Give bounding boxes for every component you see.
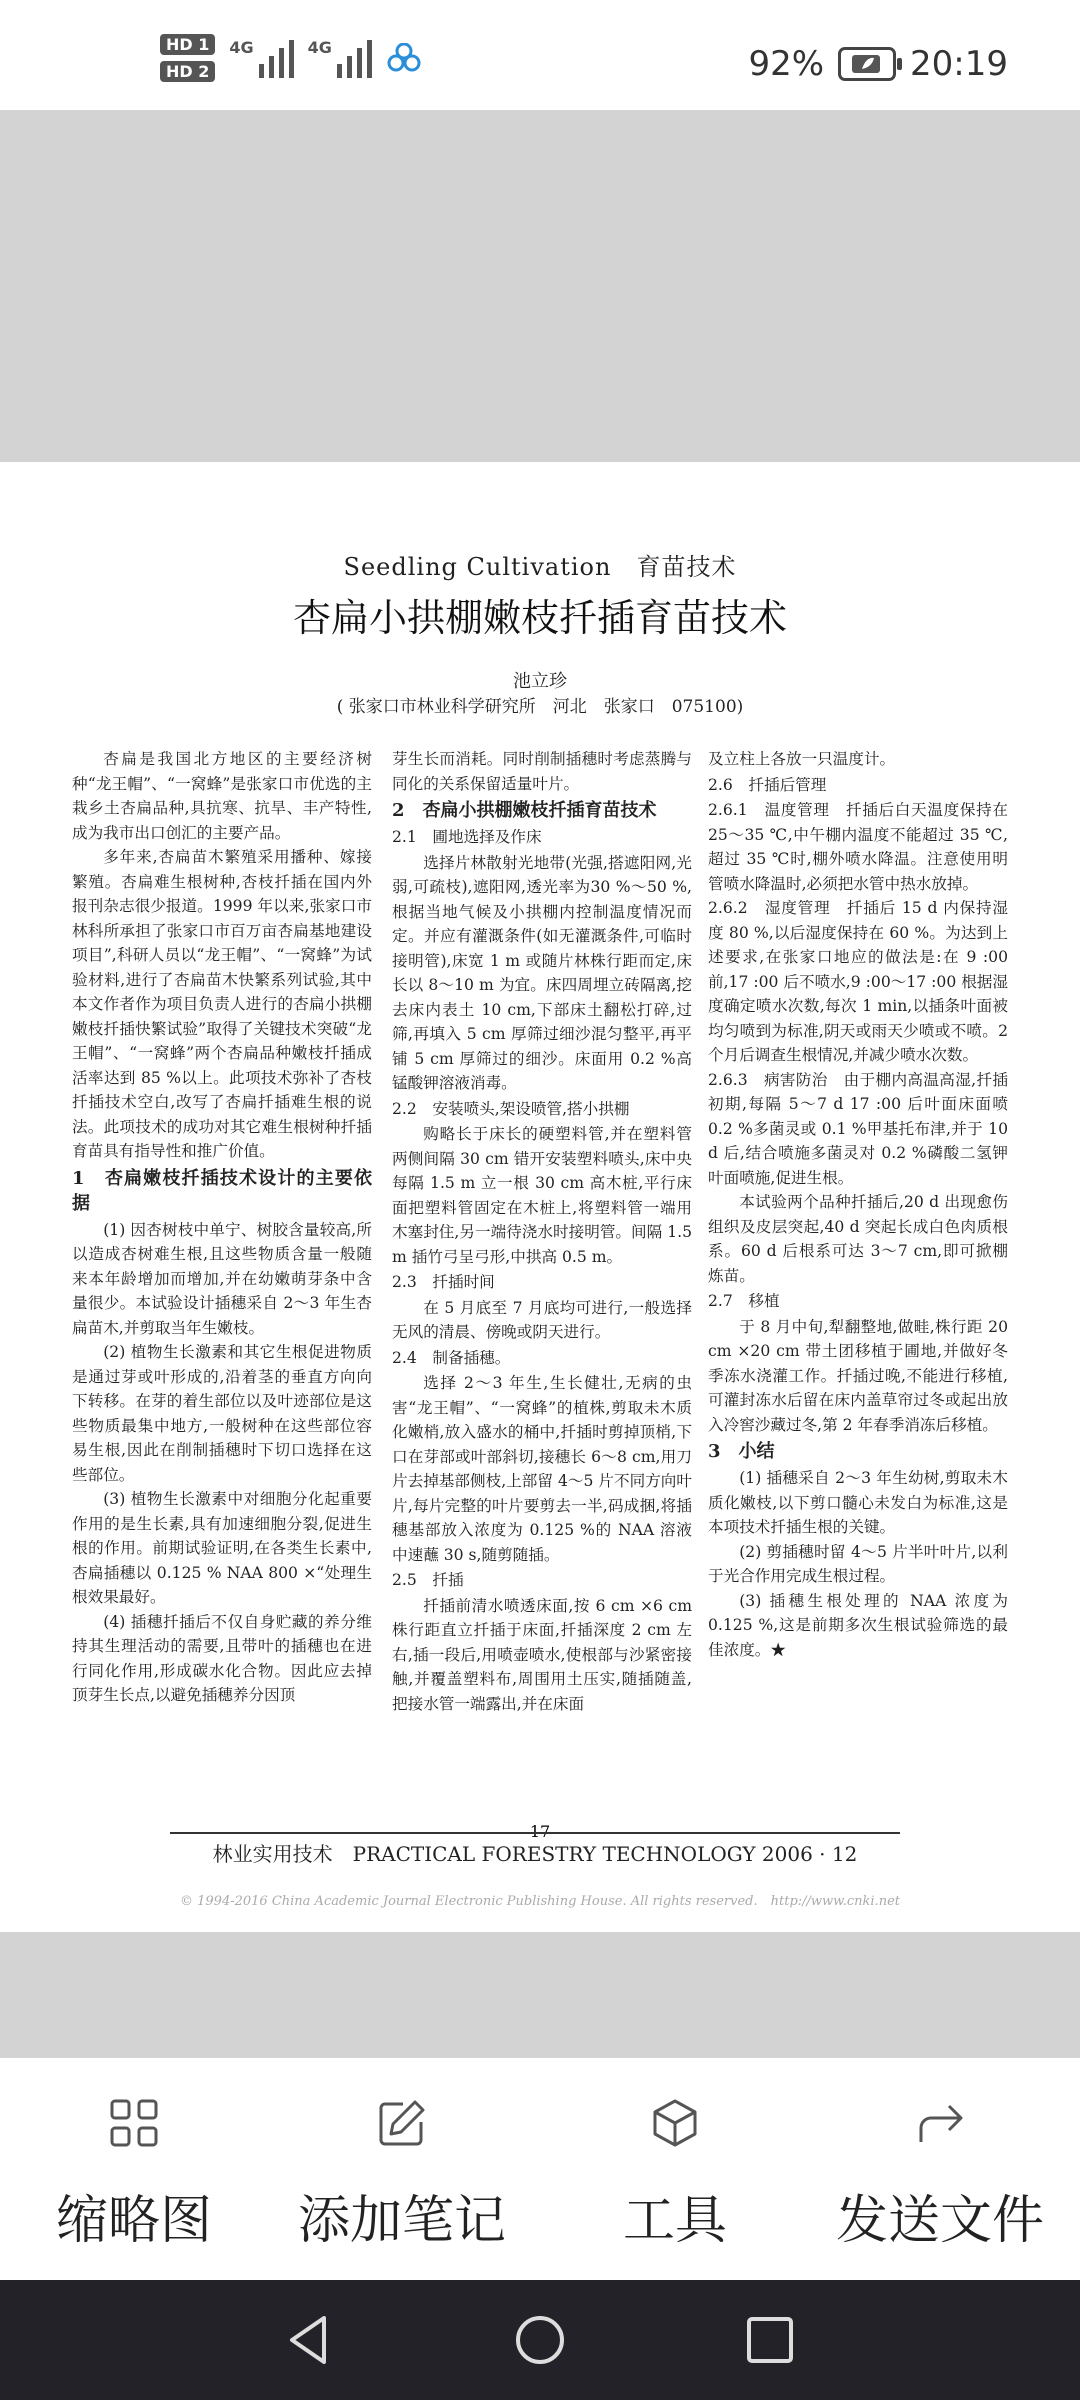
- add-note-button[interactable]: [272, 2098, 532, 2253]
- paragraph: (2) 剪插穗时留 4～5 片半叶叶片,以利于光合作用完成生根过程。: [708, 1542, 1008, 1585]
- send-file-button[interactable]: [810, 2098, 1070, 2253]
- paragraph: 本试验两个品种扦插后,20 d 出现愈伤组织及皮层突起,40 d 突起长成白色肉质根系。60 d 后根系可达 3～7 cm,即可掀棚炼苗。: [708, 1193, 1008, 1285]
- page-number: 17: [529, 1822, 551, 1841]
- text-column-2: [392, 747, 692, 1716]
- net2-label: 4G: [307, 38, 332, 57]
- document-page[interactable]: [0, 462, 1080, 1932]
- paragraph: (4) 插穗扦插后不仅自身贮藏的养分维持其生理活动的需要,且带叶的插穗也在进行同化作用,形成碳水化合物。因此应去掉顶芽生长点,以避免插穗养分因顶: [72, 1612, 372, 1704]
- thumbnail-label: 缩略图: [55, 2191, 212, 2251]
- thumbnail-button[interactable]: [4, 2098, 264, 2253]
- signal-2-icon: [308, 38, 372, 78]
- paragraph: 于 8 月中旬,犁翻整地,做畦,株行距 20 cm ×20 cm 带土团移植于圃地,并做好冬季冻水浇灌工作。扦插过晚,不能进行移植,可灌封冻水后留在床内盖草帘过冬或起出放入冷窖沙藏过冬,第 2 年春季消冻后移植。: [708, 1317, 1008, 1434]
- paragraph: 在 5 月底至 7 月底均可进行,一般选择无风的清晨、傍晚或阴天进行。: [392, 1298, 692, 1341]
- article-title: 杏扁小拱棚嫩枝扦插育苗技术: [292, 596, 787, 640]
- share-icon: [915, 2098, 965, 2148]
- subsection-heading: 2.6 扦插后管理: [708, 775, 827, 794]
- cube-icon: [650, 2098, 700, 2148]
- paragraph: (3) 植物生长激素中对细胞分化起重要作用的是生长素,具有加速细胞分裂,促进生根的作用。前期试验证明,在各类生长素中,杏扁插穗以 0.125 % NAA 800 ×“处理生根效果最好。: [72, 1490, 372, 1606]
- subsection-heading: 2.4 制备插穗。: [392, 1348, 511, 1367]
- paragraph: 杏扁是我国北方地区的主要经济树种“龙王帽”、“一窝蜂”是张家口市优选的主栽乡土杏扁品种,具抗寒、抗旱、丰产特性,成为我市出口创汇的主要产品。: [72, 750, 372, 842]
- section-header: Seedling Cultivation 育苗技术: [343, 553, 737, 581]
- paragraph: (2) 植物生长激素和其它生根促进物质是通过芽或叶形成的,沿着茎的垂直方向向下转移。在芽的着生部位以及叶迹部位是这些物质最集中地方,一般树种在这些部位容易生根,因此在削制插穗时下切口选择在这些部位。: [72, 1343, 372, 1484]
- back-icon[interactable]: [278, 2310, 338, 2370]
- subsection-heading: 2.5 扦插: [392, 1571, 464, 1589]
- paragraph: 芽生长而消耗。同时削制插穗时考虑蒸腾与同化的关系保留适量叶片。: [392, 750, 692, 793]
- subsection-heading: 2.3 扦插时间: [392, 1273, 495, 1291]
- system-nav-bar: [0, 2280, 1080, 2400]
- affiliation: ( 张家口市林业科学研究所 河北 张家口 075100): [336, 697, 744, 717]
- status-left: [160, 34, 422, 82]
- app-status-icon: [386, 43, 422, 73]
- edit-icon: [377, 2098, 427, 2148]
- paragraph: (1) 因杏树枝中单宁、树胶含量较高,所以造成杏树难生根,且这些物质含量一般随来本年龄增加而增加,并在幼嫩萌芽条中含量很少。本试验设计插穗采自 2～3 年生杏扁苗木,并剪取当年生嫩枝。: [72, 1220, 372, 1337]
- subsection-heading: 2.7 移植: [708, 1292, 780, 1310]
- paragraph: 选择片林散射光地带(光强,搭遮阳网,光弱,可疏枝),遮阳网,透光率为30 %～50 %,根据当地气候及小拱棚内控制温度情况而定。并应有灌溉条件(如无灌溉条件,可临时接明管),床宽 1 m 或随片林株行距而定,床长以 8～10 m 为宜。床四周埋立砖隔离,挖去床内表土 10 cm,下部床土翻松打碎,过筛,再填入 5 cm 厚筛过细沙混匀整平,再平铺 5 cm 厚筛过的细沙。床面用 0.2 %高锰酸钾溶液消毒。: [392, 853, 692, 1092]
- grid-icon: [109, 2098, 159, 2148]
- paragraph: 多年来,杏扁苗木繁殖采用播种、嫁接繁殖。杏扁难生根树种,杏枝扦插在国内外报刊杂志很少报道。1999 年以来,张家口市林科所承担了张家口市百万亩杏扁基地建设项目”,科研人员以“龙王帽”、“一窝蜂”为试验材料,进行了杏扁苗木快繁系列试验,其中本文作者作为项目负责人进行的杏扁小拱棚嫩枝扦插快繁试验”取得了关键技术突破“龙王帽”、“一窝蜂”两个杏扁品种嫩枝扦插成活率达到 85 %以上。此项技术弥补了杏枝扦插技术空白,改写了杏扁扦插难生根的说法。此项技术的成功对其它难生根树种扦插育苗具有指导性和推广价值。: [72, 848, 372, 1160]
- text-column-3: [708, 747, 1008, 1662]
- text-column-1: [72, 747, 372, 1708]
- subsection-heading: 2.2 安装喷头,架设喷管,搭小拱棚: [392, 1099, 630, 1118]
- paragraph: (1) 插穗采自 2～3 年生幼树,剪取未木质化嫩枝,以下剪口髓心未发白为标准,这是本项技术扦插生根的关键。: [708, 1469, 1008, 1536]
- battery-icon: [838, 47, 896, 81]
- recent-apps-icon[interactable]: [740, 2310, 800, 2370]
- paragraph: 扦插前清水喷透床面,按 6 cm ×6 cm 株行距直立扦插于床面,扦插深度 2 cm 左右,插一段后,用喷壶喷水,使根部与沙紧密接触,并覆盖塑料布,周围用土压实,随插随盖,把接水管一端露出,并在床面: [392, 1596, 692, 1713]
- paragraph: 2.6.3 病害防治 由于棚内高温高湿,扦插初期,每隔 5～7 d 17 :00 后叶面床面喷 0.2 %多菌灵或 0.1 %甲基托布津,并于 10 d 后,结合喷施多菌灵对 0.2 %磷酸二氢钾叶面喷施,促进生根。: [708, 1070, 1008, 1187]
- paragraph: 及立柱上各放一只温度计。: [708, 750, 896, 768]
- subsection-heading: 2.1 圃地选择及作床: [392, 828, 542, 846]
- send-file-label: 发送文件: [835, 2191, 1044, 2251]
- section-heading: 3 小结: [708, 1441, 775, 1462]
- clock: 20:19: [910, 44, 1008, 84]
- copyright-watermark: © 1994-2016 China Academic Journal Electronic Publishing House. All rights reserved. http://www.cnki.net: [180, 1894, 900, 1909]
- hd-indicators: [160, 34, 215, 82]
- signal-1-icon: [229, 38, 293, 78]
- hd2-badge: HD 2: [160, 61, 215, 82]
- paragraph: (3) 插穗生根处理的 NAA 浓度为 0.125 %,这是前期多次生根试验筛选的最佳浓度。★: [708, 1591, 1008, 1659]
- author: 池立珍: [513, 671, 567, 692]
- home-icon[interactable]: [510, 2310, 570, 2370]
- paragraph: 2.6.1 温度管理 扦插后白天温度保持在 25～35 ℃,中午棚内温度不能超过 35 ℃,超过 35 ℃时,棚外喷水降温。注意使用明管喷水降温时,必须把水管中热水放掉。: [708, 801, 1008, 893]
- journal-footer: 林业实用技术 PRACTICAL FORESTRY TECHNOLOGY 2006 · 12: [170, 1832, 900, 1867]
- paragraph: 选择 2～3 年生,生长健壮,无病的虫害“龙王帽”、“一窝蜂”的植株,剪取未木质化嫩梢,放入盛水的桶中,扦插时剪掉顶梢,下口在芽部或叶部斜切,接穗长 6～8 cm,用刀片去掉基部侧枝,上部留 4～5 片不同方向叶片,每片完整的叶片要剪去一半,码成捆,将插穗基部放入浓度为 0.125 %的 NAA 溶液中速蘸 30 s,随剪随插。: [392, 1374, 692, 1564]
- status-right: [748, 44, 1008, 84]
- paragraph: 2.6.2 湿度管理 扦插后 15 d 内保持湿度 80 %,以后湿度保持在 60 %。为达到上述要求,在张家口地应的做法是:在 9 :00 前,17 :00 后不喷水,9 :00～17 :00 根据湿度确定喷水次数,每次 1 min,以插条叶面被均匀喷到为标准,阴天或雨天少喷或不喷。2 个月后调查生根情况,并减少喷水次数。: [708, 899, 1008, 1064]
- battery-percent: 92%: [748, 44, 825, 84]
- tools-button[interactable]: [545, 2098, 805, 2253]
- tools-label: 工具: [622, 2191, 727, 2251]
- section-heading: 1 杏扁嫩枝扦插技术设计的主要依据: [72, 1167, 372, 1214]
- paragraph: 购略长于床长的硬塑料管,并在塑料管两侧间隔 30 cm 错开安装塑料喷头,床中央每隔 1.5 m 立一根 30 cm 高木桩,平行床面把塑料管固定在木桩上,将塑料管一端用木塞封住,另一端待浇水时接明管。间隔 1.5 m 插竹弓呈弓形,中拱高 0.5 m。: [392, 1125, 692, 1266]
- status-bar: [0, 0, 1080, 110]
- hd1-badge: HD 1: [160, 34, 215, 55]
- net1-label: 4G: [229, 38, 254, 57]
- section-heading: 2 杏扁小拱棚嫩枝扦插育苗技术: [392, 800, 657, 821]
- add-note-label: 添加笔记: [297, 2191, 506, 2251]
- bottom-toolbar: [0, 2058, 1080, 2280]
